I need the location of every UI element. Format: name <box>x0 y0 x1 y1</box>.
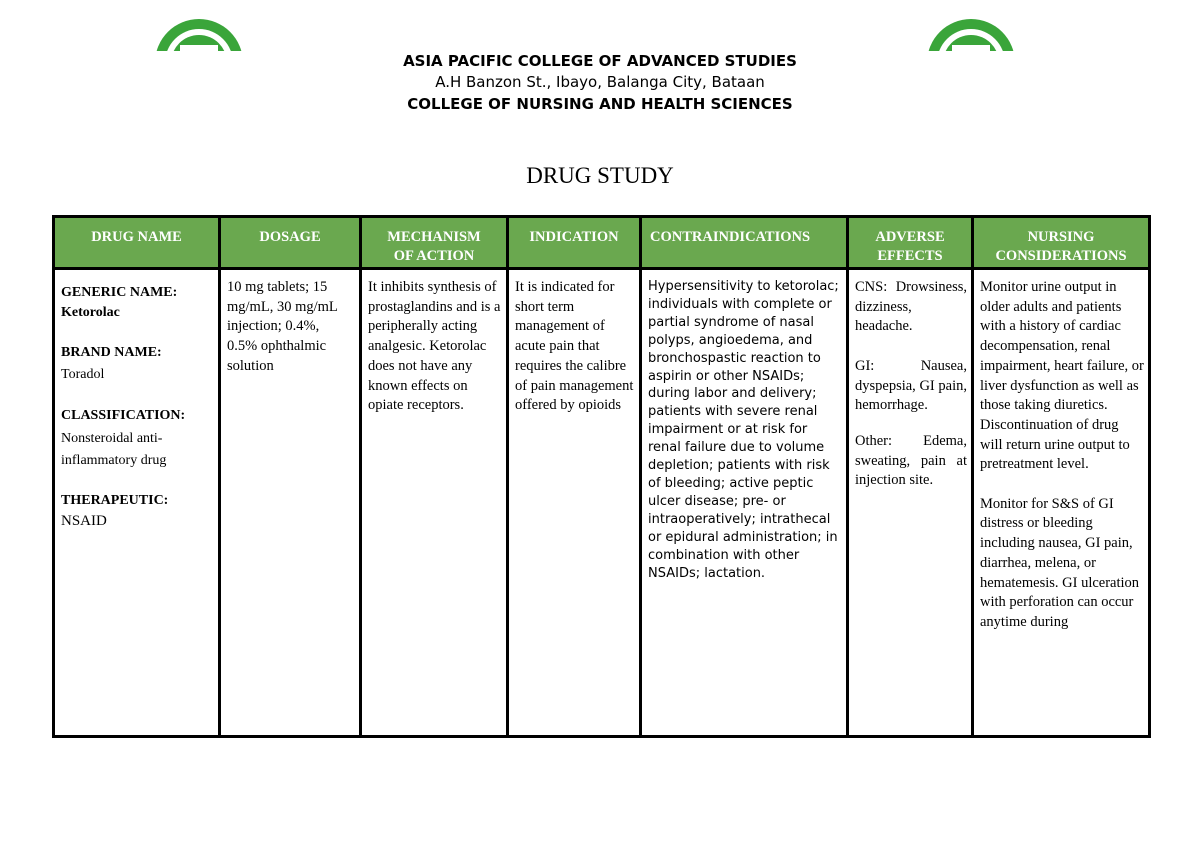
header-dosage: DOSAGE <box>220 217 361 269</box>
generic-name-label: GENERIC NAME: <box>61 285 178 300</box>
header-indication: INDICATION <box>508 217 641 269</box>
cell-contraindications <box>641 269 848 737</box>
therapeutic-value: NSAID <box>61 513 107 530</box>
document-title: DRUG STUDY <box>526 163 674 188</box>
brand-name-value: Toradol <box>61 367 105 383</box>
header-drug-name: DRUG NAME <box>54 217 220 269</box>
generic-name-value: Ketorolac <box>61 304 120 320</box>
adverse-gi: GI: Nausea, dyspepsia, GI pain, hemorrhage. <box>855 357 967 414</box>
header-nursing: NURSING CONSIDERATIONS <box>973 217 1150 269</box>
indication-text: It is indicated for short term management of acute pain that requires the calibre of pain management offered by opioids <box>515 279 634 414</box>
brand-name-label: BRAND NAME: <box>61 345 162 361</box>
header-adverse-effects: ADVERSE EFFECTS <box>848 217 973 269</box>
adverse-other: Other: Edema, sweating, pain at injection site. <box>855 432 967 489</box>
header-mechanism: MECHANISM OF ACTION <box>361 217 508 269</box>
drug-study-table <box>52 215 1151 738</box>
nursing-para-2: Monitor for S&S of GI distress or bleeding including nausea, GI pain, diarrhea, melena, or hematemesis. GI ulceration with perforation can occur anytime during <box>980 495 1140 630</box>
cell-adverse-effects <box>848 269 973 737</box>
cell-dosage <box>220 269 361 737</box>
department-name: COLLEGE OF NURSING AND HEALTH SCIENCES <box>407 95 793 113</box>
mechanism-text: It inhibits synthesis of prostaglandins and is a peripherally acting analgesic. Ketorolac does not have any known effects on opiate receptors. <box>368 279 501 414</box>
table-header-row <box>54 217 1150 269</box>
contraindications-text: Hypersensitivity to ketorolac; individuals with complete or partial syndrome of nasal polyps, angioedema, and bronchospastic reaction to aspirin or other NSAIDs; during labor and delivery; patients with severe renal impairment or at risk for renal failure due to volume depletion; patients with risk of bleeding; active peptic ulcer disease; pre- or intraoperatively; intrathecal or epidural administration; in combination with other NSAIDs; lactation. <box>648 279 839 581</box>
cell-mechanism <box>361 269 508 737</box>
header-contraindications: CONTRAINDICATIONS <box>641 217 848 269</box>
college-logo-right <box>922 17 1020 51</box>
table-row <box>54 269 1150 737</box>
cell-indication <box>508 269 641 737</box>
college-logo-left <box>150 17 248 51</box>
college-address: A.H Banzon St., Ibayo, Balanga City, Bataan <box>435 73 765 91</box>
cell-nursing <box>973 269 1150 737</box>
dosage-text: 10 mg tablets; 15 mg/mL, 30 mg/mL injection; 0.4%, 0.5% ophthalmic solution <box>227 279 338 374</box>
letterhead <box>0 51 1200 115</box>
therapeutic-label: THERAPEUTIC: <box>61 492 169 508</box>
adverse-cns: CNS: Drowsiness, dizziness, headache. <box>855 279 967 335</box>
college-name: ASIA PACIFIC COLLEGE OF ADVANCED STUDIES <box>403 52 797 70</box>
cell-drug-name <box>54 269 220 737</box>
nursing-para-1: Monitor urine output in older adults and patients with a history of cardiac decompensation, renal impairment, heart failure, or liver dysfunction as well as those taking diuretics. Discontinuation of drug will return urine output to pretreatment level. <box>980 279 1144 473</box>
classification-label: CLASSIFICATION: <box>61 407 186 423</box>
classification-value: Nonsteroidal anti-inflammatory drug <box>61 430 167 468</box>
